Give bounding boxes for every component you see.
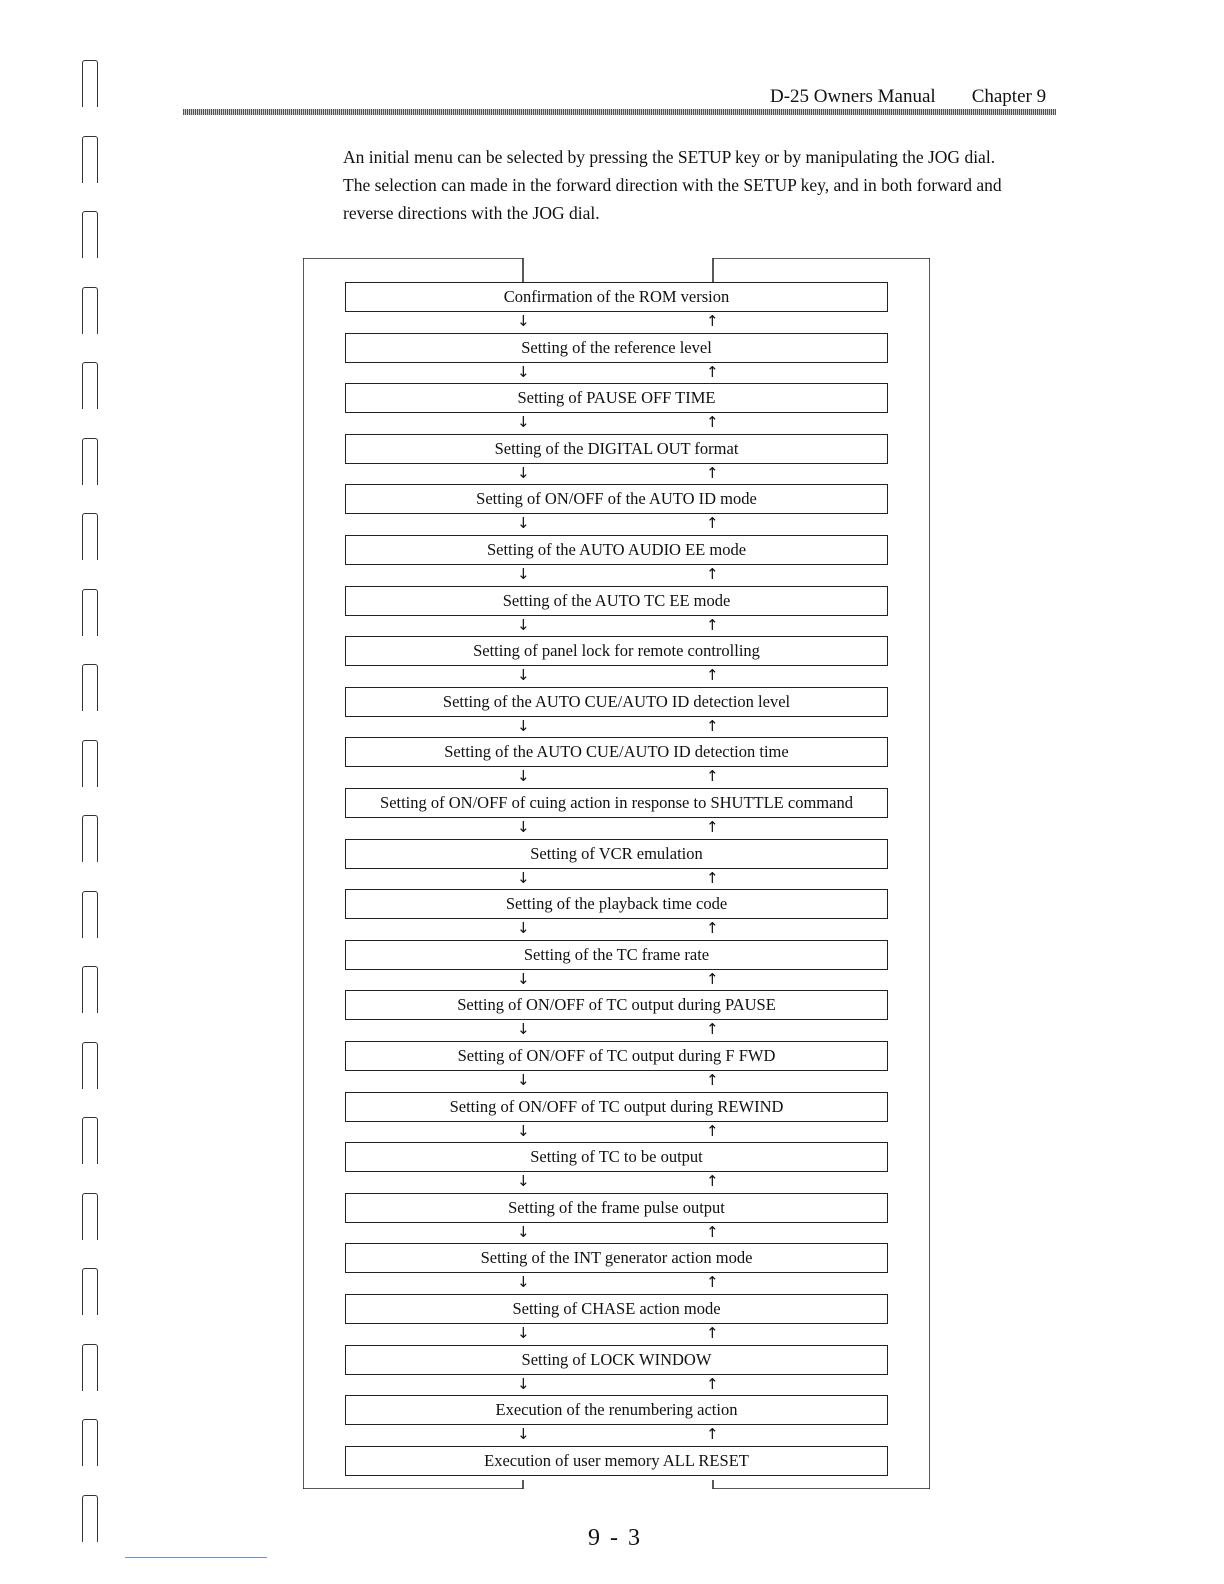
up-arrow-icon: ↑	[706, 1121, 719, 1140]
page-header	[770, 86, 1046, 108]
binder-hole	[82, 891, 98, 938]
intro-line-1: An initial menu can be selected by pressing the SETUP key or by manipulating the JOG dial.	[343, 147, 996, 167]
binder-hole	[82, 60, 98, 107]
up-arrow-icon: ↑	[706, 716, 719, 735]
step-box: Setting of the frame pulse output	[345, 1193, 888, 1223]
up-arrow-icon: ↑	[706, 1324, 719, 1342]
down-arrow-icon: ↓	[517, 818, 530, 836]
step-box: Setting of ON/OFF of the AUTO ID mode	[345, 484, 888, 514]
step-box: Setting of the INT generator action mode	[345, 1243, 888, 1273]
step-box: Setting of ON/OFF of TC output during REWIND	[345, 1092, 888, 1122]
up-arrow-icon: ↑	[706, 1273, 719, 1292]
step-box: Setting of the AUTO TC EE mode	[345, 586, 888, 616]
binder-hole	[82, 740, 98, 787]
binder-hole	[82, 815, 98, 862]
up-arrow-icon: ↑	[706, 463, 719, 482]
binder-hole	[82, 1042, 98, 1089]
header-rule	[183, 109, 1056, 115]
binder-hole	[82, 1344, 98, 1391]
up-arrow-icon: ↑	[706, 919, 719, 938]
step-box: Setting of the AUTO CUE/AUTO ID detection level	[345, 687, 888, 717]
down-arrow-icon: ↓	[517, 767, 530, 786]
up-arrow-icon: ↑	[706, 1222, 719, 1241]
step-box: Setting of the AUTO CUE/AUTO ID detection time	[345, 737, 888, 767]
up-arrow-icon: ↑	[706, 1374, 719, 1393]
down-arrow-icon: ↓	[517, 362, 530, 381]
down-arrow-icon: ↓	[517, 463, 530, 482]
binder-hole	[82, 287, 98, 334]
step-box: Confirmation of the ROM version	[345, 282, 888, 312]
manual-title: D-25 Owners Manual	[770, 86, 936, 107]
down-arrow-icon: ↓	[517, 1222, 530, 1241]
down-arrow-icon: ↓	[517, 716, 530, 735]
down-arrow-icon: ↓	[517, 1020, 530, 1039]
footer-line	[125, 1557, 267, 1558]
down-arrow-icon: ↓	[517, 868, 530, 887]
down-arrow-icon: ↓	[517, 1324, 530, 1342]
step-box: Setting of ON/OFF of TC output during F FWD	[345, 1041, 888, 1071]
intro-line-3: reverse directions with the JOG dial.	[343, 203, 600, 223]
page-number: 9 - 3	[588, 1525, 642, 1551]
up-arrow-icon: ↑	[706, 413, 719, 432]
up-arrow-icon: ↑	[706, 312, 719, 330]
up-arrow-icon: ↑	[706, 565, 719, 583]
intro-line-2: The selection can made in the forward direction with the SETUP key, and in both forward and	[343, 175, 1002, 195]
binder-hole	[82, 438, 98, 485]
up-arrow-icon: ↑	[706, 1172, 719, 1191]
up-arrow-icon: ↑	[706, 666, 719, 685]
down-arrow-icon: ↓	[517, 615, 530, 634]
binder-hole	[82, 589, 98, 636]
down-arrow-icon: ↓	[517, 413, 530, 432]
step-box: Setting of the playback time code	[345, 889, 888, 919]
down-arrow-icon: ↓	[517, 1374, 530, 1393]
binder-hole	[82, 664, 98, 711]
down-arrow-icon: ↓	[517, 1121, 530, 1140]
down-arrow-icon: ↓	[517, 1273, 530, 1292]
step-box: Setting of CHASE action mode	[345, 1294, 888, 1324]
binder-hole	[82, 966, 98, 1013]
up-arrow-icon: ↑	[706, 1020, 719, 1039]
down-arrow-icon: ↓	[517, 1071, 530, 1089]
binder-hole	[82, 1193, 98, 1240]
up-arrow-icon: ↑	[706, 767, 719, 786]
step-box: Execution of user memory ALL RESET	[345, 1446, 888, 1476]
step-box: Setting of the AUTO AUDIO EE mode	[345, 535, 888, 565]
binder-hole	[82, 362, 98, 409]
down-arrow-icon: ↓	[517, 565, 530, 583]
binder-hole	[82, 1419, 98, 1466]
down-arrow-icon: ↓	[517, 312, 530, 330]
binder-hole	[82, 136, 98, 183]
up-arrow-icon: ↑	[706, 868, 719, 887]
binder-hole	[82, 513, 98, 560]
up-arrow-icon: ↑	[706, 969, 719, 988]
binder-hole	[82, 211, 98, 258]
binder-hole	[82, 1268, 98, 1315]
up-arrow-icon: ↑	[706, 615, 719, 634]
up-arrow-icon: ↑	[706, 818, 719, 836]
step-box: Setting of PAUSE OFF TIME	[345, 383, 888, 413]
down-arrow-icon: ↓	[517, 514, 530, 533]
setup-menu-flowchart	[303, 258, 930, 1489]
up-arrow-icon: ↑	[706, 1071, 719, 1089]
step-box: Execution of the renumbering action	[345, 1395, 888, 1425]
step-box: Setting of ON/OFF of TC output during PAUSE	[345, 990, 888, 1020]
down-arrow-icon: ↓	[517, 666, 530, 685]
step-box: Setting of TC to be output	[345, 1142, 888, 1172]
up-arrow-icon: ↑	[706, 1425, 719, 1444]
down-arrow-icon: ↓	[517, 1172, 530, 1191]
up-arrow-icon: ↑	[706, 362, 719, 381]
step-box: Setting of the TC frame rate	[345, 940, 888, 970]
down-arrow-icon: ↓	[517, 1425, 530, 1444]
intro-paragraph	[343, 143, 1063, 227]
step-box: Setting of panel lock for remote controlling	[345, 636, 888, 666]
up-arrow-icon: ↑	[706, 514, 719, 533]
down-arrow-icon: ↓	[517, 919, 530, 938]
binder-hole	[82, 1117, 98, 1164]
step-box: Setting of the reference level	[345, 333, 888, 363]
step-box: Setting of VCR emulation	[345, 839, 888, 869]
down-arrow-icon: ↓	[517, 969, 530, 988]
step-box: Setting of LOCK WINDOW	[345, 1345, 888, 1375]
chapter-label: Chapter 9	[971, 86, 1047, 107]
binder-hole	[82, 1495, 98, 1542]
step-box: Setting of the DIGITAL OUT format	[345, 434, 888, 464]
step-box: Setting of ON/OFF of cuing action in response to SHUTTLE command	[345, 788, 888, 818]
